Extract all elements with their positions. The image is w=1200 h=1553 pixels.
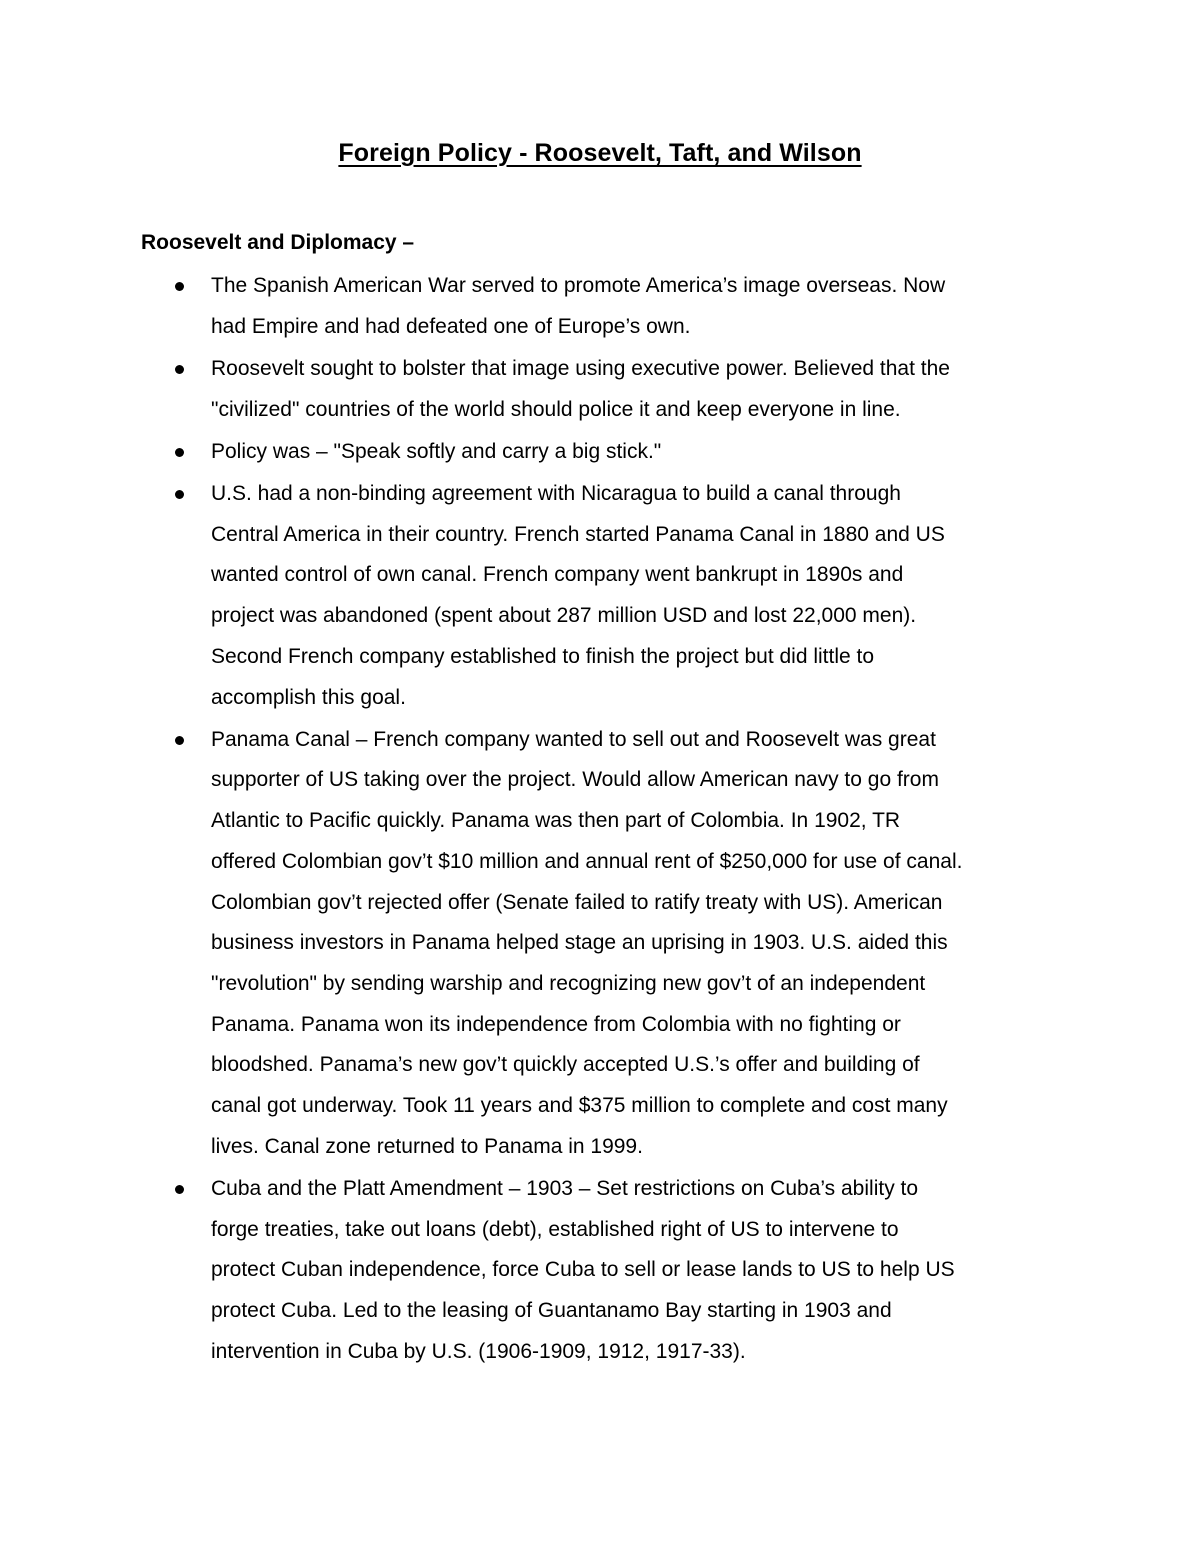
list-item-text: Panama Canal – French company wanted to sell out and Roosevelt was great supporter of US taking over the project. Would allow American navy to go from Atlantic to Pacific quickly. Panama was then part of Colombia. In 1902, TR offered Colombian gov’t $10 million and annual rent of $250,000 for use of canal. Colombian gov’t rejected offer (Senate failed to ratify treaty with US). American business investors in Panama helped stage an uprising in 1903. U.S. aided this "revolution" by sending warship and recognizing new gov’t of an independent Panama. Panama won its independence from Colombia with no fighting or bloodshed. Panama’s new gov’t quickly accepted U.S.’s offer and building of canal got underway. Took 11 years and $375 million to complete and cost many lives. Canal zone returned to Panama in 1999. <box>211 727 963 1158</box>
list-item <box>0 266 1200 347</box>
list-item-text: Roosevelt sought to bolster that image using executive power. Believed that the "civilized" countries of the world should police it and keep everyone in line. <box>211 356 950 421</box>
list-item <box>0 349 1200 430</box>
list-item <box>0 720 1200 1168</box>
document-title: Foreign Policy - Roosevelt, Taft, and Wilson <box>338 139 862 167</box>
bullet-icon <box>175 282 184 291</box>
bullet-icon <box>175 365 184 374</box>
list-item-text: U.S. had a non-binding agreement with Nicaragua to build a canal through Central America in their country. French started Panama Canal in 1880 and US wanted control of own canal. French company went bankrupt in 1890s and project was abandoned (spent about 287 million USD and lost 22,000 men). Second French company established to finish the project but did little to accomplish this goal. <box>211 482 945 709</box>
bullet-icon <box>175 1185 184 1194</box>
list-item-text: Policy was – "Speak softly and carry a big stick." <box>211 439 662 463</box>
list-item <box>0 474 1200 718</box>
list-item-text: Cuba and the Platt Amendment – 1903 – Set restrictions on Cuba’s ability to forge treaties, take out loans (debt), established right of US to intervene to protect Cuban independence, force Cuba to sell or lease lands to US to help US protect Cuba. Led to the leasing of Guantanamo Bay starting in 1903 and intervention in Cuba by U.S. (1906-1909, 1912, 1917-33). <box>211 1176 955 1363</box>
bullet-icon <box>175 736 184 745</box>
list-item-text: The Spanish American War served to promote America’s image overseas. Now had Empire and had defeated one of Europe’s own. <box>211 274 946 338</box>
section-heading: Roosevelt and Diplomacy – <box>141 231 415 254</box>
bullet-list <box>0 266 1200 1374</box>
bullet-icon <box>175 448 184 457</box>
list-item <box>0 432 1200 473</box>
bullet-icon <box>175 490 184 499</box>
list-item <box>0 1169 1200 1373</box>
